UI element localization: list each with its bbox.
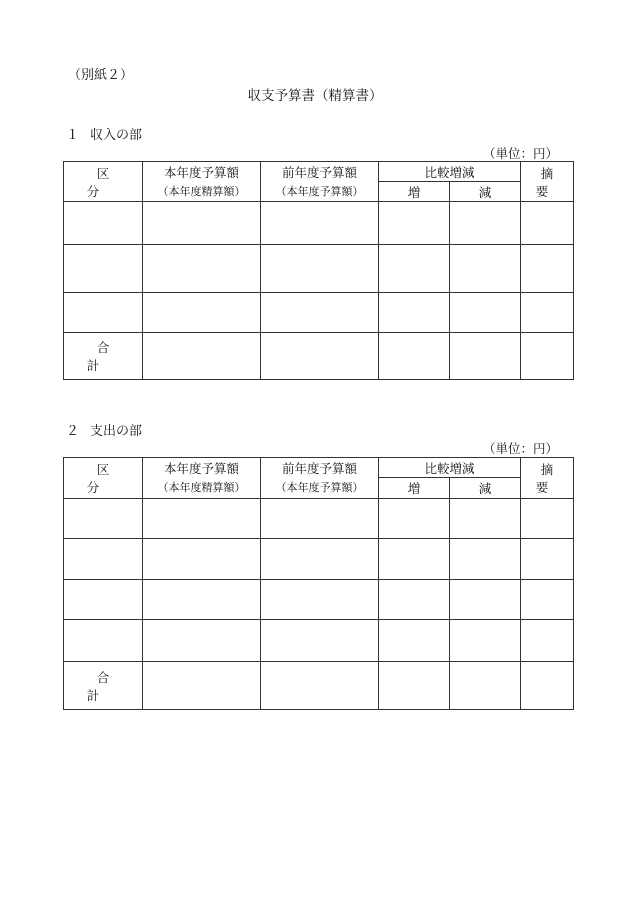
cell-category[interactable] (64, 293, 143, 333)
cell-previous-total[interactable] (261, 333, 379, 380)
header-comparison: 比較増減 (379, 162, 521, 182)
header-category: 区 分 (64, 162, 143, 202)
section-heading-income (66, 124, 142, 143)
cell-previous-total[interactable] (261, 662, 379, 710)
cell-remarks[interactable] (521, 580, 574, 620)
cell-increase[interactable] (379, 499, 450, 539)
cell-category[interactable] (64, 499, 143, 539)
cell-category[interactable] (64, 202, 143, 245)
table-row (64, 620, 574, 662)
cell-decrease-total[interactable] (450, 662, 521, 710)
cell-increase-total[interactable] (379, 662, 450, 710)
cell-decrease[interactable] (450, 499, 521, 539)
cell-increase[interactable] (379, 245, 450, 293)
header-increase: 増 (379, 478, 450, 499)
section-heading-expenditure (66, 420, 142, 439)
cell-decrease[interactable] (450, 620, 521, 662)
cell-remarks[interactable] (521, 620, 574, 662)
document-title: 収支予算書（精算書） (247, 88, 383, 104)
header-remarks: 摘 要 (521, 458, 574, 499)
cell-current-total[interactable] (143, 662, 261, 710)
cell-current[interactable] (143, 539, 261, 580)
cell-current[interactable] (143, 620, 261, 662)
header-comparison: 比較増減 (379, 458, 521, 478)
cell-remarks[interactable] (521, 499, 574, 539)
cell-remarks-total[interactable] (521, 333, 574, 380)
cell-increase-total[interactable] (379, 333, 450, 380)
header-decrease: 減 (450, 478, 521, 499)
section-number: ２ (66, 424, 80, 439)
unit-label: （単位：円） (482, 441, 558, 456)
header-increase: 増 (379, 182, 450, 202)
cell-increase[interactable] (379, 202, 450, 245)
cell-remarks[interactable] (521, 202, 574, 245)
cell-current[interactable] (143, 293, 261, 333)
header-category: 区 分 (64, 458, 143, 499)
header-decrease: 減 (450, 182, 521, 202)
table-row (64, 245, 574, 293)
header-row (64, 162, 574, 182)
cell-remarks[interactable] (521, 539, 574, 580)
cell-current[interactable] (143, 245, 261, 293)
header-previous-budget: 前年度予算額 （本年度予算額） (261, 162, 379, 202)
cell-previous[interactable] (261, 245, 379, 293)
section-title: 収入の部 (90, 128, 143, 143)
total-row (64, 333, 574, 380)
cell-remarks[interactable] (521, 293, 574, 333)
cell-decrease[interactable] (450, 293, 521, 333)
section-title: 支出の部 (90, 424, 143, 439)
cell-category[interactable] (64, 539, 143, 580)
table-row (64, 539, 574, 580)
cell-category[interactable] (64, 245, 143, 293)
cell-category[interactable] (64, 620, 143, 662)
header-current-budget: 本年度予算額 （本年度精算額） (143, 458, 261, 499)
cell-previous[interactable] (261, 539, 379, 580)
header-current-budget: 本年度予算額 （本年度精算額） (143, 162, 261, 202)
cell-previous[interactable] (261, 620, 379, 662)
cell-increase[interactable] (379, 620, 450, 662)
attachment-label: （別紙２） (68, 68, 134, 83)
cell-remarks-total[interactable] (521, 662, 574, 710)
cell-current[interactable] (143, 580, 261, 620)
cell-previous[interactable] (261, 499, 379, 539)
cell-previous[interactable] (261, 293, 379, 333)
table-row (64, 293, 574, 333)
cell-category[interactable] (64, 580, 143, 620)
cell-increase[interactable] (379, 293, 450, 333)
unit-label: （単位：円） (482, 146, 558, 161)
income-table (63, 161, 586, 380)
total-label: 合 計 (64, 662, 143, 710)
cell-decrease[interactable] (450, 539, 521, 580)
table-row (64, 499, 574, 539)
section-number: １ (66, 128, 80, 143)
cell-increase[interactable] (379, 580, 450, 620)
cell-decrease[interactable] (450, 245, 521, 293)
total-label: 合 計 (64, 333, 143, 380)
cell-decrease[interactable] (450, 202, 521, 245)
cell-current[interactable] (143, 499, 261, 539)
cell-increase[interactable] (379, 539, 450, 580)
expenditure-table (63, 457, 586, 710)
cell-previous[interactable] (261, 580, 379, 620)
cell-decrease-total[interactable] (450, 333, 521, 380)
cell-remarks[interactable] (521, 245, 574, 293)
cell-decrease[interactable] (450, 580, 521, 620)
cell-current[interactable] (143, 202, 261, 245)
header-row (64, 458, 574, 478)
header-remarks: 摘 要 (521, 162, 574, 202)
cell-previous[interactable] (261, 202, 379, 245)
table-row (64, 202, 574, 245)
header-previous-budget: 前年度予算額 （本年度予算額） (261, 458, 379, 499)
total-row (64, 662, 574, 710)
table-row (64, 580, 574, 620)
